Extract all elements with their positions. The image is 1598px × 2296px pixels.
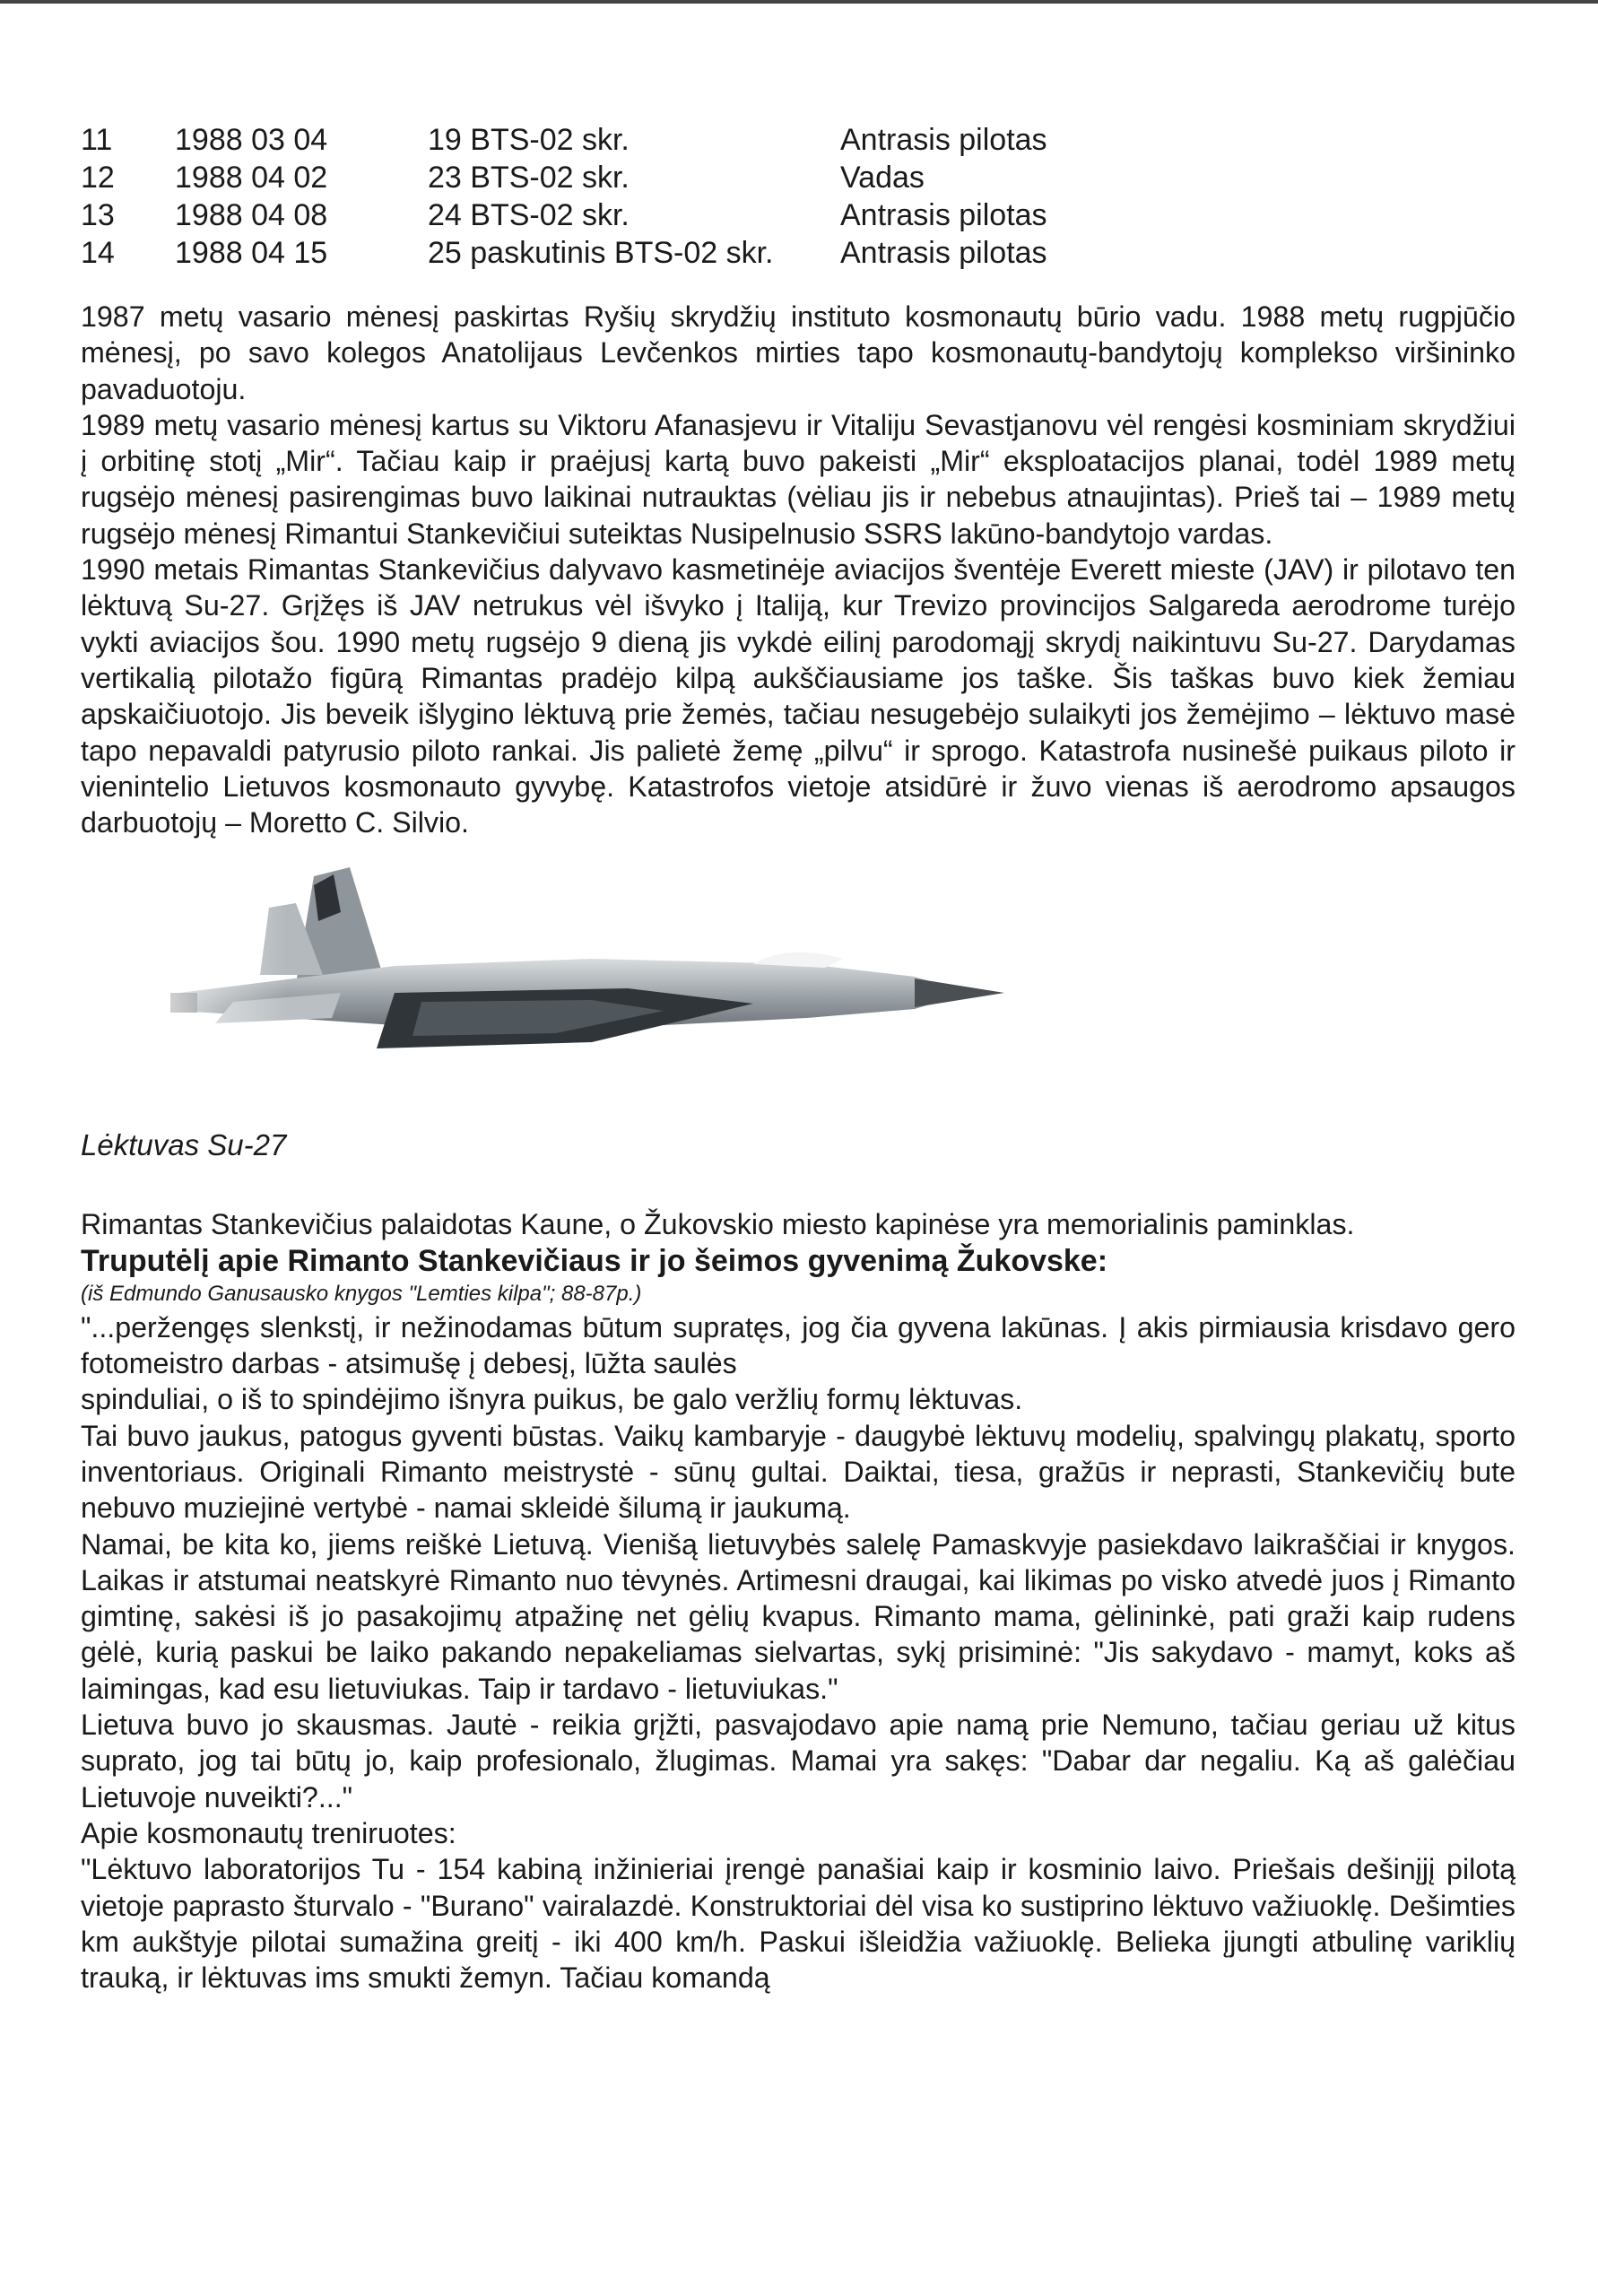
quote-paragraph: "Lėktuvo laboratorijos Tu - 154 kabiną inžinieriai įrengė panašiai kaip ir kosminio laivo. Priešais dešinįjį pilotą vietoje paprasto šturvalo - "Burano" vairalazdė. Konstruktoriai dėl visa ko sustiprino lėktuvo važiuoklę. Dešimties km aukštyje pilotai sumažina greitį - iki 400 km/h. Paskui išleidžia važiuoklę. Belieka įjungti atbulinę variklių trauką, ir lėktuvas ims smukti žemyn. Tačiau komandą [81,1853,1515,1995]
bio-paragraph: 1987 metų vasario mėnesį paskirtas Ryšių skrydžių instituto kosmonautų būrio vadu. 1988 metų rugpjūčio mėnesį, po savo kolegos Anatolijaus Levčenkos mirties tapo kosmonautų-bandytojų komplekso viršininko pavaduotoju. [81,300,1515,405]
quote-paragraph: Tai buvo jaukus, patogus gyventi būstas. Vaikų kambaryje - daugybė lėktuvų modelių, spalvingų plakatų, sporto inventoriaus. Originali Rimanto meistrystė - sūnų gultai. Daiktai, tiesa, gražūs ir neprasti, Stankevičių bute nebuvo muziejinė vertybė - namai skleidė šilumą ir jaukumą. [81,1419,1515,1525]
flight-description: 24 BTS-02 skr. [428,198,630,232]
flight-description: 19 BTS-02 skr. [428,123,630,157]
flight-row [81,121,1515,159]
quote-paragraph: Lietuva buvo jo skausmas. Jautė - reikia grįžti, pasvajodavo apie namą prie Nemuno, tačiau geriau už kitus suprato, jog tai būtų jo, kaip profesionalo, žlugimas. Mamai yra sakęs: "Dabar dar negaliu. Ką aš galėčiau Lietuvoje nuveikti?..." [81,1709,1515,1813]
section-heading: Truputėlį apie Rimanto Stankevičiaus ir jo šeimos gyvenimą Žukovske: [81,1243,1108,1278]
spacer [81,272,1515,299]
flight-number: 11 [81,123,113,157]
figure-caption: Lėktuvas Su-27 [81,1128,287,1162]
quote-paragraph: spinduliai, o iš to spindėjimo išnyra puikus, be galo veržlių formų lėktuvas. [81,1383,1023,1416]
flight-role: Antrasis pilotas [840,198,1047,232]
quote-paragraph: Namai, be kita ko, jiems reiškė Lietuvą. Vienišą lietuvybės salelę Pamaskvyje pasiekdavo laikraščiai ir knygos. Laikas ir atstumai neatskyrė Rimanto nuo tėvynės. Artimesni draugai, kai likimas po visko atvedė juos į Rimanto gimtinę, sakėsi iš jo pasakojimų atpažinę net gėlių kvapus. Rimanto mama, gėlininkė, pati graži kaip rudens gėlė, kurią paskui be laiko pakando nepakeliamas sielvartas, sykį prisiminė: "Jis sakydavo - mamyt, koks aš laimingas, kad esu lietuviukas. Taip ir tardavo - lietuviukas." [81,1527,1515,1705]
flight-role: Antrasis pilotas [840,123,1047,157]
flight-number: 12 [81,161,115,195]
flight-date: 1988 04 02 [175,161,328,195]
flight-role: Antrasis pilotas [840,236,1047,270]
quote-paragraph: Apie kosmonautų treniruotes: [81,1816,456,1849]
flight-row [81,234,1515,272]
flight-description: 23 BTS-02 skr. [428,161,630,195]
quote-paragraph: "...peržengęs slenkstį, ir nežinodamas būtum supratęs, jog čia gyvena lakūnas. Į akis pirmiausia krisdavo gero fotomeistro darbas - atsimušę į debesį, lūžta saulės [81,1310,1515,1380]
flight-date: 1988 04 08 [175,198,328,232]
flight-date: 1988 04 15 [175,236,328,270]
document-page [81,121,1515,1996]
aircraft-photo [81,858,1515,1065]
flight-row [81,196,1515,234]
bio-paragraph: 1990 metais Rimantas Stankevičius dalyvavo kasmetinėje aviacijos šventėje Everett mieste (JAV) ir pilotavo ten lėktuvą Su-27. Grįžęs iš JAV netrukus vėl išvyko į Italiją, kur Trevizo provincijos Salgareda aerodrome turėjo vykti aviacijos šou. 1990 metų rugsėjo 9 dieną jis vykdė eilinį parodomąjį skrydį naikintuvu Su-27. Darydamas vertikalią pilotažo figūrą Rimantas pradėjo kilpą aukščiausiame jos taške. Šis taškas buvo kiek žemiau apskaičiuotojo. Jis beveik išlygino lėktuvą prie žemės, tačiau nesugebėjo sulaikyti jos žemėjimo – lėktuvo masė tapo nepavaldi patyrusio piloto rankai. Jis palietė žemę „pilvu“ ir sprogo. Katastrofa nusinešė puikaus piloto ir vienintelio Lietuvos kosmonauto gyvybę. Katastrofos vietoje atsidūrė ir žuvo vienas iš aerodromo apsaugos darbuotojų – Moretto C. Silvio. [81,553,1515,839]
flight-description: 25 paskutinis BTS-02 skr. [428,236,774,270]
flight-date: 1988 03 04 [175,123,328,157]
su27-jet-image [126,858,1022,1065]
flight-row [81,159,1515,196]
flight-number: 13 [81,198,115,232]
memorial-paragraph: Rimantas Stankevičius palaidotas Kaune, o Žukovskio miesto kapinėse yra memorialinis paminklas. [81,1208,1355,1241]
bio-paragraph: 1989 metų vasario mėnesį kartus su Viktoru Afanasjevu ir Vitaliju Sevastjanovu vėl rengėsi kosminiam skrydžiui į orbitinę stotį „Mir“. Tačiau kaip ir praėjusį kartą buvo pakeisti „Mir“ eksploatacijos planai, todėl 1989 metų rugsėjo mėnesį pasirengimas buvo laikinai nutrauktas (vėliau jis ir nebebus atnaujintas). Prieš tai – 1989 metų rugsėjo mėnesį Rimantui Stankevičiui suteiktas Nusipelnusio SSRS lakūno-bandytojo vardas. [81,408,1515,550]
source-citation: (iš Edmundo Ganusausko knygos "Lemties kilpa"; 88-87p.) [81,1281,642,1306]
flight-list [81,121,1515,272]
flight-number: 14 [81,236,115,270]
scan-top-edge [0,0,1598,4]
flight-role: Vadas [840,161,925,195]
